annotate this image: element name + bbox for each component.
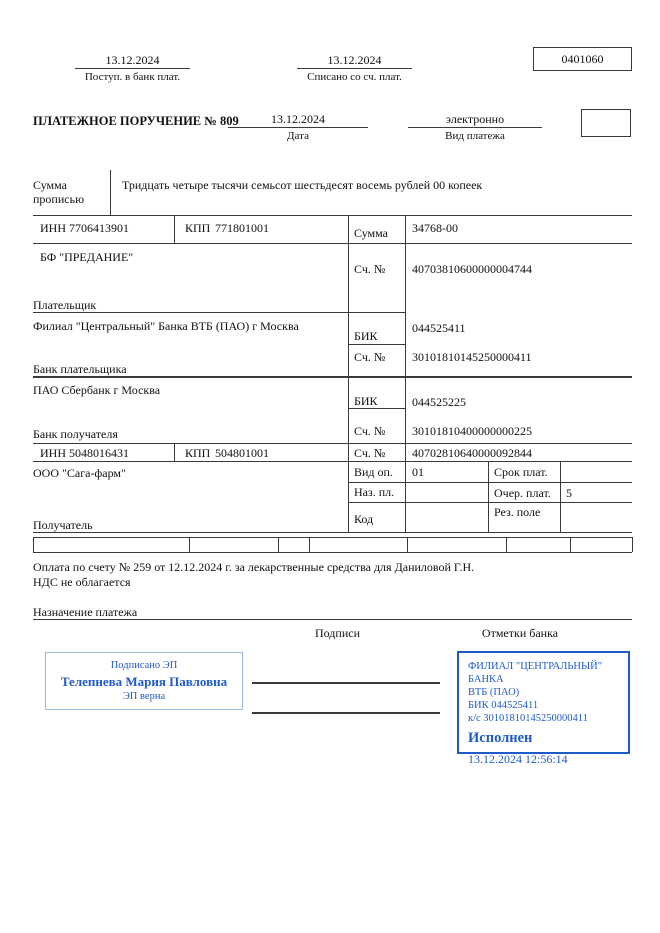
form-code-box (533, 47, 632, 71)
grid-hline (33, 376, 632, 378)
tax-strip-vline (506, 537, 507, 552)
purpose-line2: НДС не облагается (33, 575, 131, 589)
grid-vline (348, 215, 349, 532)
esignature-valid-label: ЭП верна (122, 690, 166, 702)
received-date-label: Поступ. в банк плат. (84, 71, 181, 83)
payer-bank-label: Банк плательщика (33, 362, 127, 376)
payee-kpp: 504801001 (215, 446, 269, 460)
grid-hline (33, 243, 632, 244)
purpose-underline (33, 619, 632, 620)
tax-strip-top-line (33, 537, 632, 538)
payee-bank-bik-label: БИК (354, 394, 378, 408)
stamp-status: Исполнен (468, 730, 533, 746)
grid-hline (348, 344, 405, 345)
esignature-signer-name: Телепнева Мария Павловна (60, 673, 228, 689)
grid-hline (33, 532, 632, 533)
grid-vline (560, 461, 561, 532)
amount-words-label: Сумма прописью (33, 178, 85, 206)
tax-strip-vline (309, 537, 310, 552)
payment-kind-line (408, 127, 542, 128)
payee-kpp-label: КПП (185, 446, 211, 460)
payee-inn: ИНН 5048016431 (40, 446, 129, 460)
esignature-box (45, 652, 243, 710)
payer-bank-bik-label: БИК (354, 329, 378, 343)
document-title: ПЛАТЕЖНОЕ ПОРУЧЕНИЕ № 809 (33, 114, 239, 128)
grid-hline (33, 312, 405, 313)
payer-account: 40703810600000004744 (412, 262, 532, 276)
signature-line-2 (252, 712, 440, 714)
document-date-line (228, 127, 368, 128)
debited-date-line (297, 68, 412, 69)
payer-account-label: Сч. № (354, 262, 386, 276)
debited-date: 13.12.2024 (327, 53, 382, 67)
priority-value: 5 (566, 486, 572, 500)
stamp-bank-line2: ВТБ (ПАО) (468, 687, 520, 698)
grid-hline (33, 215, 632, 216)
payee-account: 40702810640000092844 (412, 446, 532, 460)
payee-account-label: Сч. № (354, 446, 386, 460)
grid-vline (488, 461, 489, 532)
sum-label: Сумма (354, 226, 388, 240)
document-date: 13.12.2024 (271, 112, 325, 126)
payment-kind-value: электронно (445, 112, 505, 126)
stamp-bank-line1: ФИЛИАЛ "ЦЕНТРАЛЬНЫЙ" БАНКА (468, 661, 603, 685)
payer-inn: ИНН 7706413901 (40, 221, 129, 235)
payer-bank-account-label: Сч. № (354, 350, 386, 364)
amount-words-divider (110, 170, 111, 215)
grid-hline (348, 502, 632, 503)
grid-vline (174, 443, 175, 461)
grid-hline (33, 443, 632, 444)
payee-bank-name: ПАО Сбербанк г Москва (33, 383, 161, 397)
payee-bank-account: 30101810400000000225 (412, 424, 532, 438)
op-type-value: 01 (412, 465, 424, 479)
payer-kpp-label: КПП (185, 221, 211, 235)
purpose-line1: Оплата по счету № 259 от 12.12.2024 г. за лекарственные средства для Даниловой Г.Н. (33, 560, 475, 574)
document-date-label: Дата (287, 130, 309, 142)
amount-words-value: Тридцать четыре тысячи семьсот шестьдесят восемь рублей 00 копеек (122, 178, 483, 192)
code-label: Код (354, 512, 374, 526)
stamp-corr-account: к/с 30101810145250000411 (468, 713, 588, 724)
payer-bank-bik: 044525411 (412, 321, 466, 335)
purpose-label: Назначение платежа (33, 605, 138, 619)
grid-vline (405, 215, 406, 532)
bank-stamp-box (457, 651, 630, 766)
payment-kind-label: Вид платежа (445, 130, 505, 142)
stamp-datetime: 13.12.2024 12:56:14 (468, 752, 568, 766)
sum-value: 34768-00 (412, 221, 458, 235)
tax-strip-vline (278, 537, 279, 552)
payer-label: Плательщик (33, 298, 97, 312)
payee-bank-account-label: Сч. № (354, 424, 386, 438)
payer-bank-account: 30101810145250000411 (412, 350, 532, 364)
status-box (581, 109, 631, 137)
payee-name: ООО "Сага-фарм" (33, 466, 126, 480)
tax-strip-vline (632, 537, 633, 552)
payer-kpp: 771801001 (215, 221, 269, 235)
signatures-label: Подписи (314, 626, 361, 640)
payer-bank-name: Филиал "Центральный" Банка ВТБ (ПАО) г Москва (33, 319, 299, 333)
grid-hline (33, 461, 632, 462)
grid-hline (348, 408, 405, 409)
form-code: 0401060 (561, 52, 604, 66)
received-date-line (75, 68, 190, 69)
tax-strip-vline (33, 537, 34, 552)
op-type-label: Вид оп. (354, 465, 393, 479)
esignature-signed-label: Подписано ЭП (110, 659, 178, 671)
bank-marks-label: Отметки банка (481, 626, 559, 640)
received-date: 13.12.2024 (105, 53, 160, 67)
payer-name: БФ "ПРЕДАНИЕ" (40, 250, 134, 264)
reserve-label: Рез. поле (494, 505, 541, 519)
payee-label: Получатель (33, 518, 93, 532)
payee-bank-bik: 044525225 (412, 395, 466, 409)
grid-hline (348, 482, 632, 483)
tax-strip-vline (189, 537, 190, 552)
due-label: Срок плат. (494, 465, 548, 479)
payee-bank-label: Банк получателя (33, 427, 118, 441)
debited-date-label: Списано со сч. плат. (307, 71, 402, 83)
stamp-bik: БИК 044525411 (468, 700, 539, 711)
tax-strip-vline (407, 537, 408, 552)
tax-strip-bottom-line (33, 552, 632, 553)
tax-strip-vline (570, 537, 571, 552)
priority-label: Очер. плат. (494, 486, 551, 500)
signature-line-1 (252, 682, 440, 684)
purpose-code-label: Наз. пл. (354, 485, 395, 499)
grid-vline (174, 215, 175, 243)
